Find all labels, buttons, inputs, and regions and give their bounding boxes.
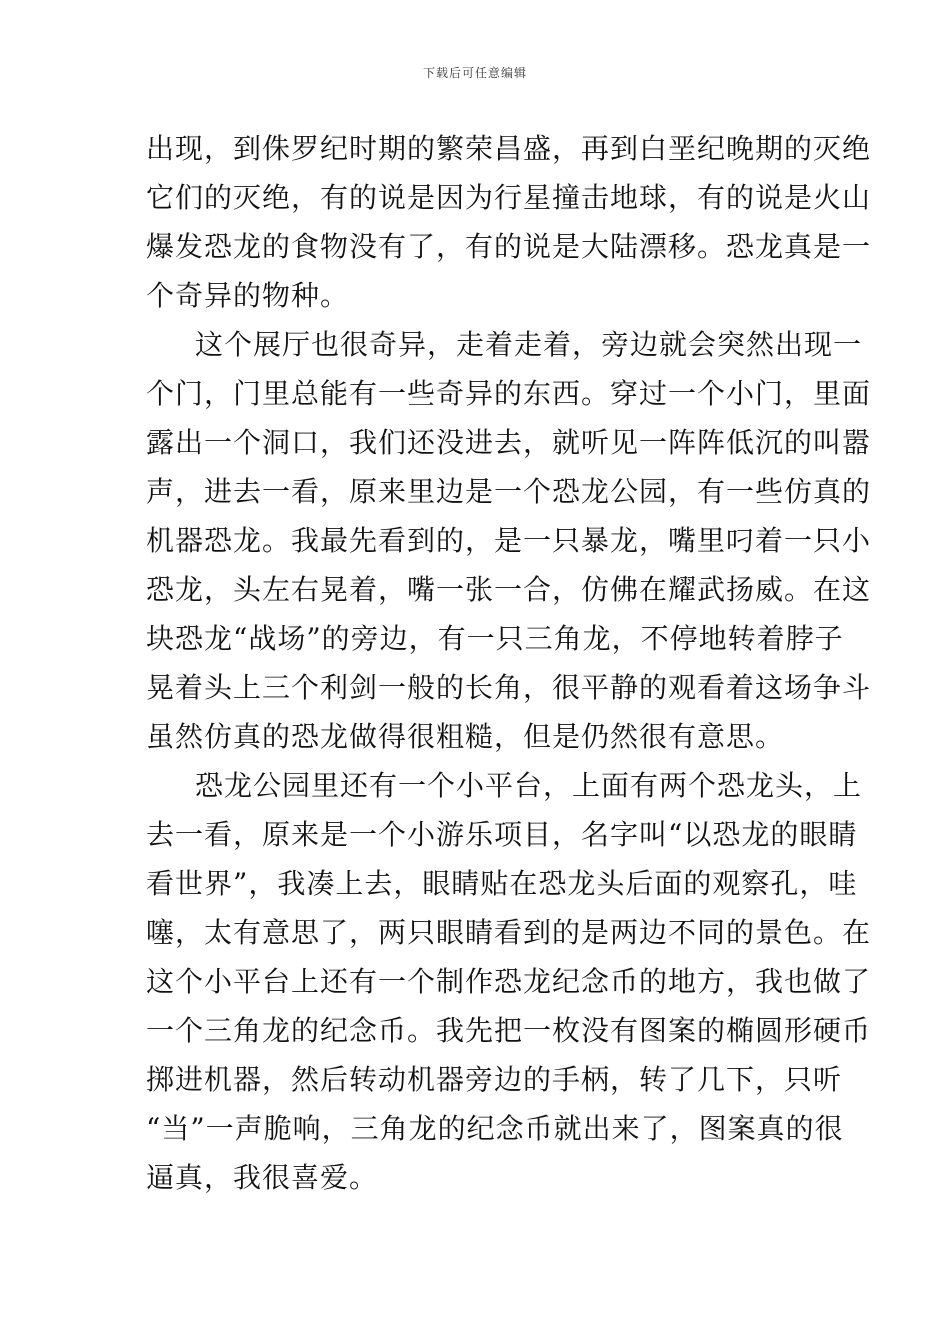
- paragraph-2-line-1: 这个展厅也很奇异，走着走着，旁边就会突然出现一: [195, 328, 863, 361]
- paragraph-3-line-9: 逼真，我很喜爱。: [146, 1161, 379, 1194]
- paragraph-1-line-1: 出现，到侏罗纪时期的繁荣昌盛，再到白垩纪晚期的灭绝: [146, 132, 872, 165]
- paragraph-3-line-8: “当”一声脆响，三角龙的纪念币就出来了，图案真的很: [146, 1112, 844, 1145]
- paragraph-1-line-4: 个奇异的物种。: [146, 279, 350, 312]
- page-header: 下载后可任意编辑: [422, 66, 527, 80]
- paragraph-3-line-2: 去一看，原来是一个小游乐项目，名字叫“以恐龙的眼睛: [146, 818, 858, 851]
- paragraph-2-line-8: 晃着头上三个利剑一般的长角，很平静的观看着这场争斗: [146, 671, 872, 704]
- paragraph-3-line-4: 噻，太有意思了，两只眼睛看到的是两边不同的景色。在: [146, 916, 872, 949]
- paragraph-1-line-2: 它们的灭绝，有的说是因为行星撞击地球，有的说是火山: [146, 181, 872, 214]
- paragraph-2-line-6: 恐龙，头左右晃着，嘴一张一合，仿佛在耀武扬威。在这: [146, 573, 872, 606]
- paragraph-2-line-4: 声，进去一看，原来里边是一个恐龙公园，有一些仿真的: [146, 475, 872, 508]
- paragraph-3-line-6: 一个三角龙的纪念币。我先把一枚没有图案的椭圆形硬币: [146, 1014, 872, 1047]
- paragraph-3-line-1: 恐龙公园里还有一个小平台，上面有两个恐龙头，上: [195, 769, 863, 802]
- paragraph-2-line-7: 块恐龙“战场”的旁边，有一只三角龙，不停地转着脖子: [146, 622, 844, 655]
- document-body: [146, 124, 872, 1202]
- paragraph-2-line-9: 虽然仿真的恐龙做得很粗糙，但是仍然很有意思。: [146, 720, 785, 753]
- paragraph-1-line-3: 爆发恐龙的食物没有了，有的说是大陆漂移。恐龙真是一: [146, 230, 872, 263]
- paragraph-3-line-3: 看世界”，我凑上去，眼睛贴在恐龙头后面的观察孔，哇: [146, 867, 858, 900]
- paragraph-3-line-7: 掷进机器，然后转动机器旁边的手柄，转了几下，只听: [146, 1063, 843, 1096]
- paragraph-2-line-2: 个门，门里总能有一些奇异的东西。穿过一个小门，里面: [146, 377, 872, 410]
- paragraph-3-line-5: 这个小平台上还有一个制作恐龙纪念币的地方，我也做了: [146, 965, 872, 998]
- paragraph-2-line-5: 机器恐龙。我最先看到的，是一只暴龙，嘴里叼着一只小: [146, 524, 872, 557]
- paragraph-2-line-3: 露出一个洞口，我们还没进去，就听见一阵阵低沉的叫嚣: [146, 426, 872, 459]
